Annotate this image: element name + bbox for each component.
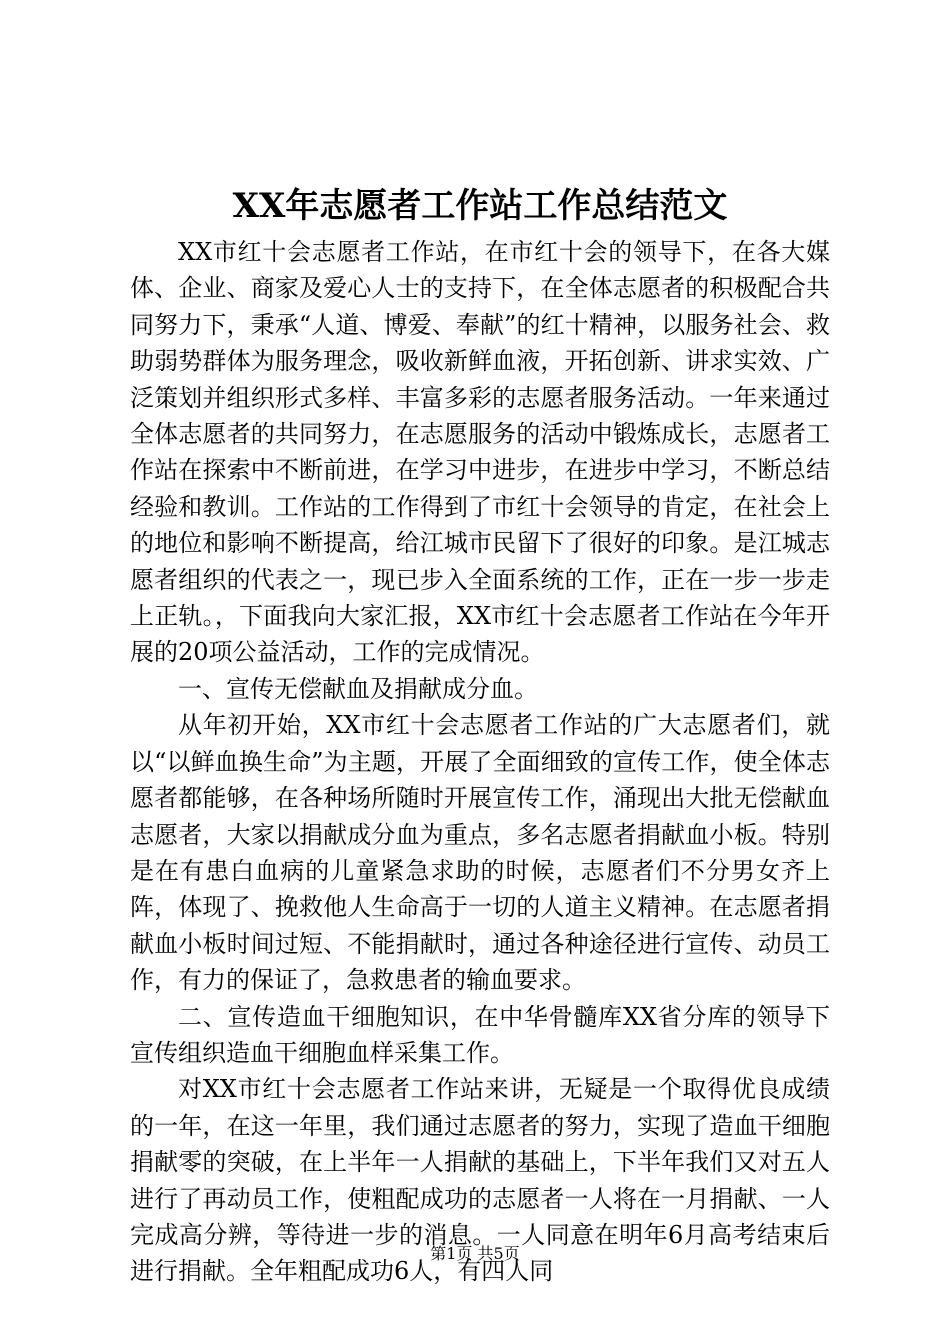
- document-page: [130, 180, 830, 1290]
- section-heading-1: 一、宣传无偿献血及捐献成分血。: [178, 674, 538, 703]
- section-heading-2: 二、宣传造血干细胞知识，在中华骨髓库XX省分库的领导下宣传组织造血干细胞血样采集工作。: [130, 1002, 830, 1067]
- paragraph-intro: XX市红十会志愿者工作站，在市红十会的领导下，在各大媒体、企业、商家及爱心人士的支持下，在全体志愿者的积极配合共同努力下，秉承“人道、博爱、奉献”的红十精神，以服务社会、救助弱势群体为服务理念，吸收新鲜血液，开拓创新、讲求实效、广泛策划并组织形式多样、丰富多彩的志愿者服务活动。一年来通过全体志愿者的共同努力，在志愿服务的活动中锻炼成长，志愿者工作站在探索中不断前进，在学习中进步，在进步中学习，不断总结经验和教训。工作站的工作得到了市红十会领导的肯定，在社会上的地位和影响不断提高，给江城市民留下了很好的印象。是江城志愿者组织的代表之一，现已步入全面系统的工作，正在一步一步走上正轨。，下面我向大家汇报，XX市红十会志愿者工作站在今年开展的20项公益活动，工作的完成情况。: [130, 238, 830, 667]
- paragraph-section-1: 从年初开始，XX市红十会志愿者工作站的广大志愿者们，就以“以鲜血换生命”为主题，开展了全面细致的宣传工作，使全体志愿者都能够，在各种场所随时开展宣传工作，涌现出大批无偿献血志愿者，大家以捐献成分血为重点，多名志愿者捐献血小板。特别是在有患白血病的儿童紧急求助的时候，志愿者们不分男女齐上阵，体现了、挽救他人生命高于一切的人道主义精神。在志愿者捐献血小板时间过短、不能捐献时，通过各种途径进行宣传、动员工作，有力的保证了，急救患者的输血要求。: [130, 711, 830, 995]
- page-footer: 第1页 共5页: [430, 1244, 520, 1263]
- document-title: XX年志愿者工作站工作总结范文: [232, 186, 728, 226]
- paragraph-section-2: 对XX市红十会志愿者工作站来讲，无疑是一个取得优良成绩的一年，在这一年里，我们通过志愿者的努力，实现了造血干细胞捐献零的突破，在上半年一人捐献的基础上，下半年我们又对五人进行了再动员工作，使粗配成功的志愿者一人将在一月捐献、一人完成高分辨，等待进一步的消息。一人同意在明年6月高考结束后进行捐献。全年粗配成功6人，有四人同: [130, 1075, 830, 1286]
